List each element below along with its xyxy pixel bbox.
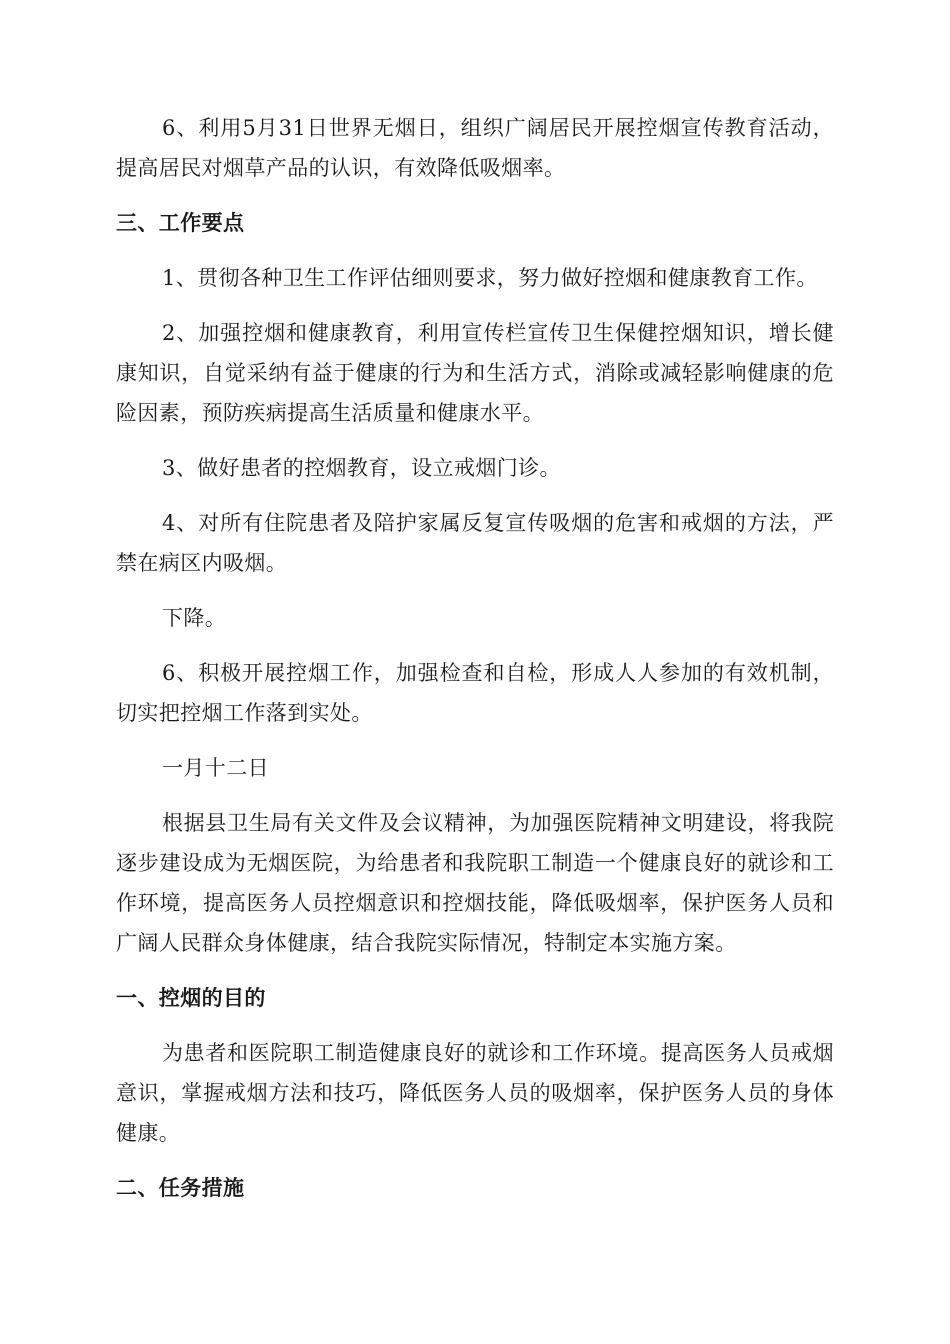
paragraph-point-3: 3、做好患者的控烟教育，设立戒烟门诊。 [162,456,561,480]
paragraph-intro: 根据县卫生局有关文件及会议精神，为加强医院精神文明建设，将我院逐步建设成为无烟医院，为给患者和我院职工制造一个健康良好的就诊和工作环境，提高医务人员控烟意识和控烟技能，降低吸烟率，保护医务人员和广阔人民群众身体健康，结合我院实际情况，特制定本实施方案。 [116,811,834,955]
paragraph-point-1: 1、贯彻各种卫生工作评估细则要求，努力做好控烟和健康教育工作。 [162,266,818,290]
paragraph-point-6: 6、积极开展控烟工作，加强检查和自检，形成人人参加的有效机制，切实把控烟工作落到实处。 [116,661,834,725]
paragraph-fragment: 下降。 [162,606,227,630]
heading-purpose: 一、控烟的目的 [116,985,266,1010]
heading-measures: 二、任务措施 [116,1175,245,1200]
paragraph-purpose: 为患者和医院职工制造健康良好的就诊和工作环境。提高医务人员戒烟意识，掌握戒烟方法和技巧，降低医务人员的吸烟率，保护医务人员的身体健康。 [116,1041,834,1145]
date-line: 一月十二日 [162,756,269,780]
document-page [116,108,834,1223]
heading-work-points: 三、工作要点 [116,210,245,235]
paragraph-point-2: 2、加强控烟和健康教育，利用宣传栏宣传卫生保健控烟知识，增长健康知识，自觉采纳有益于健康的行为和生活方式，消除或减轻影响健康的危险因素，预防疾病提高生活质量和健康水平。 [116,321,834,425]
paragraph-point-4: 4、对所有住院患者及陪护家属反复宣传吸烟的危害和戒烟的方法，严禁在病区内吸烟。 [116,511,834,575]
paragraph-world-no-tobacco-day: 6、利用5月31日世界无烟日，组织广阔居民开展控烟宣传教育活动，提高居民对烟草产品的认识，有效降低吸烟率。 [116,116,834,180]
